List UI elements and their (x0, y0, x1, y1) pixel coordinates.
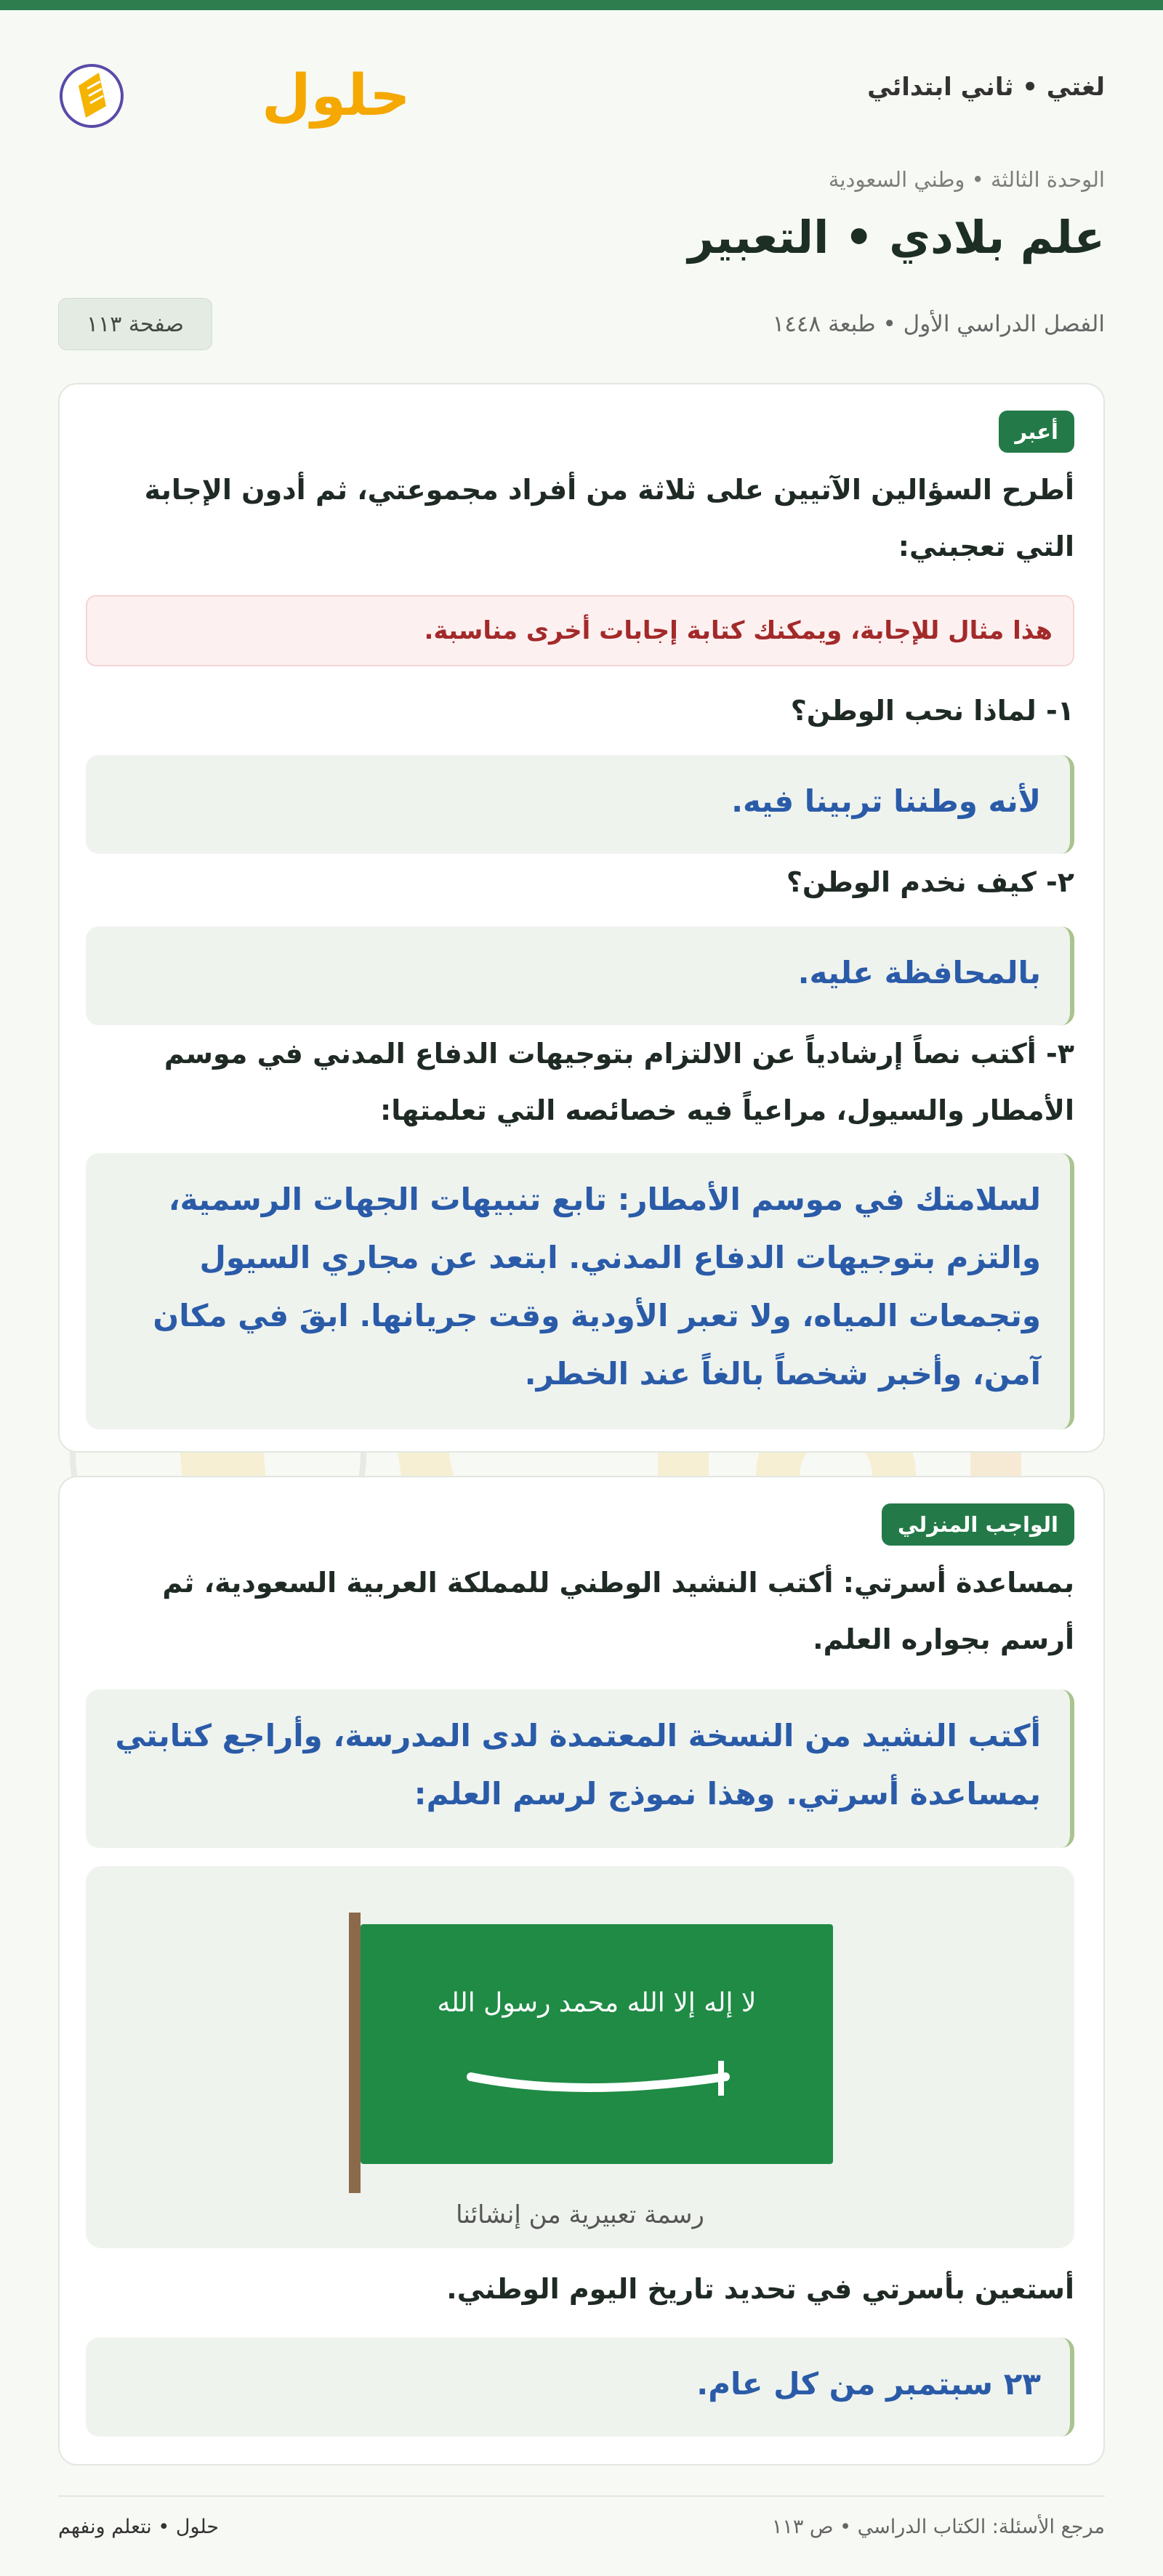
question-1: ١- لماذا نحب الوطن؟ (790, 695, 1074, 727)
site-logo[interactable] (58, 51, 411, 138)
example-note: هذا مثال للإجابة، ويمكنك كتابة إجابات أخرى مناسبة. (86, 595, 1074, 666)
answer-3: لسلامتك في موسم الأمطار: تابع تنبيهات الجهات الرسمية، والتزم بتوجيهات الدفاع المدني. ابتعد عن مجاري السيول وتجمعات المياه، ولا تعبر الأودية وقت جريانها. ابقَ في مكان آمن، وأخبر شخصاً بالغاً عند الخطر. (86, 1153, 1074, 1429)
saudi-flag-drawing (86, 1866, 1074, 2186)
homework-answer-1: أكتب النشيد من النسخة المعتمدة لدى المدرسة، وأراجع كتابتي بمساعدة أسرتي. وهذا نموذج لرسم العلم: (86, 1689, 1074, 1848)
footer-brand: حلول • نتعلم ونفهم (58, 2516, 220, 2538)
question-3: ٣- أكتب نصاً إرشادياً عن الالتزام بتوجيهات الدفاع المدني في موسم الأمطار والسيول، مراعياً فيه خصائصه التي تعلمتها: (164, 1038, 1074, 1126)
page-header (58, 44, 1105, 145)
answer-2: بالمحافظة عليه. (86, 926, 1074, 1025)
subject-label: لغتي • ثاني ابتدائي (867, 73, 1105, 102)
page-number-badge: صفحة ١١٣ (58, 298, 212, 350)
flag-shahada-text: لا إله إلا الله محمد رسول الله (437, 1988, 757, 2018)
homework-instruction: بمساعدة أسرتي: أكتب النشيد الوطني للمملكة العربية السعودية، ثم أرسم بجواره العلم. (162, 1567, 1074, 1655)
logo-text: حلول (262, 63, 411, 129)
page-title: علم بلادي • التعبير (688, 211, 1105, 264)
answer-1: لأنه وطننا تربينا فيه. (86, 755, 1074, 854)
footer-reference: مرجع الأسئلة: الكتاب الدراسي • ص ١١٣ (771, 2516, 1105, 2538)
homework-answer-2: ٢٣ سبتمبر من كل عام. (86, 2338, 1074, 2436)
unit-label: الوحدة الثالثة • وطني السعودية (828, 167, 1105, 192)
top-accent-bar (0, 0, 1163, 10)
section-badge-express: أعبر (999, 411, 1074, 453)
question-2: ٢- كيف نخدم الوطن؟ (786, 866, 1074, 898)
flag-drawing-area (86, 1866, 1074, 2248)
flag-sword-hilt (718, 2061, 724, 2096)
logo-icon (58, 51, 411, 138)
express-card (58, 383, 1105, 1453)
flag-pole (349, 1913, 361, 2193)
flag-caption: رسمة تعبيرية من إنشائنا (456, 2200, 704, 2229)
homework-question-2: أستعين بأسرتي في تحديد تاريخ اليوم الوطني. (446, 2273, 1074, 2305)
homework-card (58, 1476, 1105, 2466)
instruction-text: أطرح السؤالين الآتيين على ثلاثة من أفراد مجموعتي، ثم أدون الإجابة التي تعجبني: (144, 474, 1074, 562)
section-badge-homework: الواجب المنزلي (882, 1503, 1074, 1546)
flag-field (361, 1924, 833, 2164)
semester-label: الفصل الدراسي الأول • طبعة ١٤٤٨ (772, 311, 1105, 337)
footer-divider (58, 2495, 1105, 2497)
